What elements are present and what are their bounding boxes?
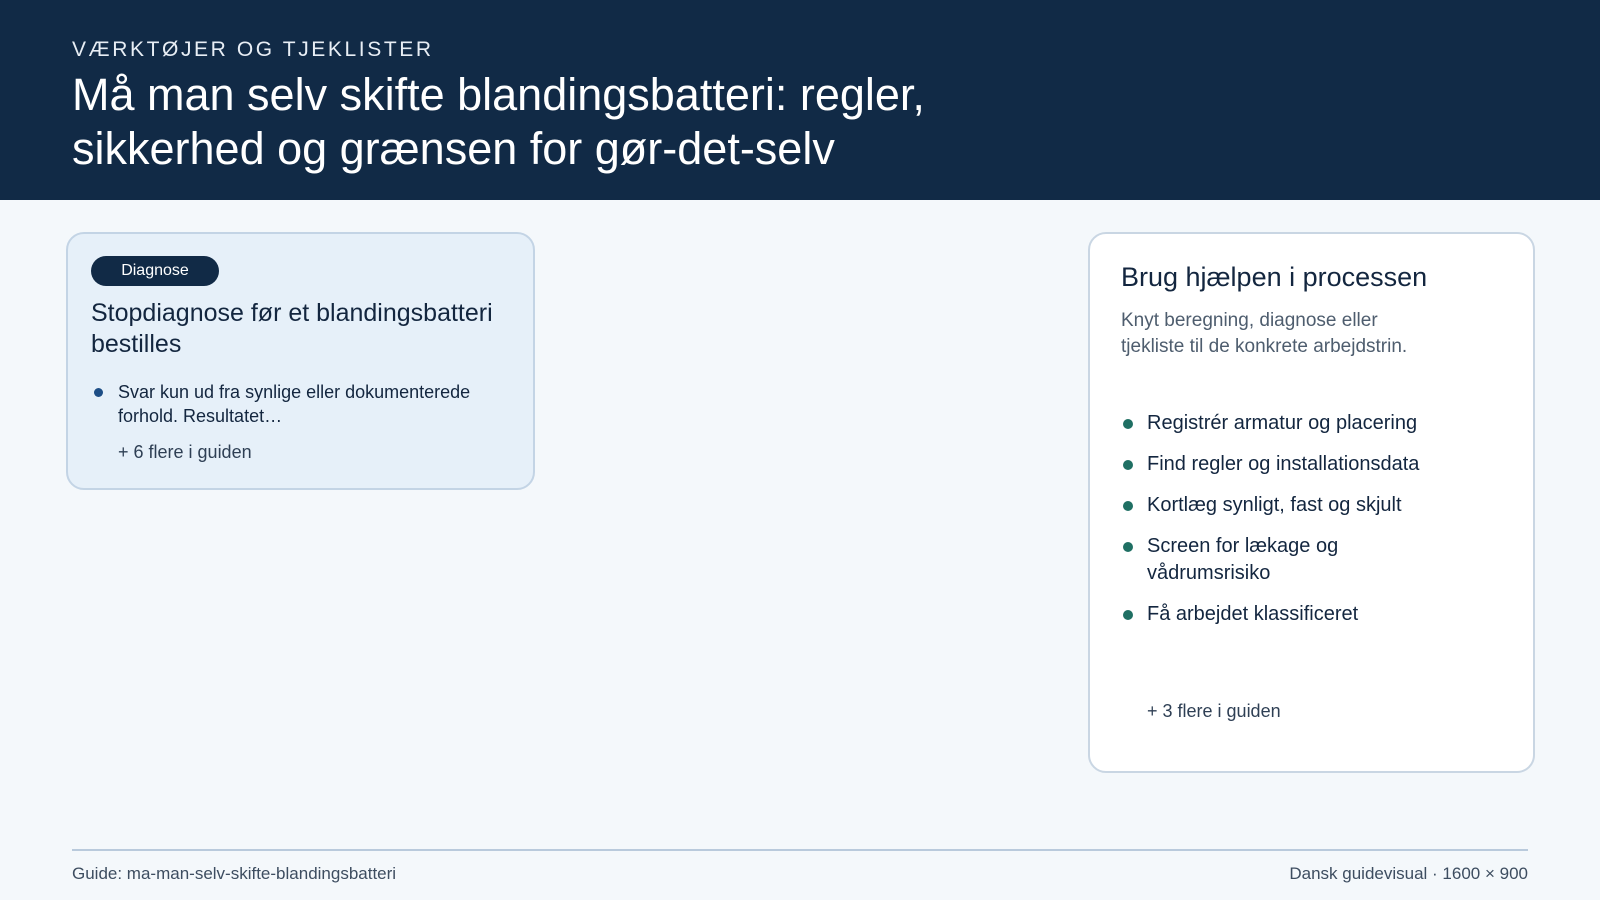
process-more-link[interactable]: + 3 flere i guiden bbox=[1147, 701, 1281, 721]
diagnose-card-title: Stopdiagnose før et blandingsbatteri bestilles bbox=[91, 299, 493, 358]
process-card bbox=[1088, 232, 1535, 773]
process-step-item: Find regler og installationsdata bbox=[1121, 451, 1447, 478]
process-step-item: Kortlæg synligt, fast og skjult bbox=[1121, 492, 1447, 519]
diagnose-more-link[interactable]: + 6 flere i guiden bbox=[118, 442, 252, 462]
page-header bbox=[0, 0, 1600, 200]
diagnose-bullet: Svar kun ud fra synlige eller dokumenterede forhold. Resultatet… bbox=[94, 380, 498, 428]
process-step-item: Få arbejdet klassificeret bbox=[1121, 601, 1477, 628]
diagnose-card[interactable] bbox=[66, 232, 535, 490]
page-title: Må man selv skifte blandingsbatteri: regler, sikkerhed og grænsen for gør-det-selv bbox=[72, 69, 925, 174]
footer-guide-slug: Guide: ma-man-selv-skifte-blandingsbatteri bbox=[72, 864, 397, 883]
process-step-item: Screen for lækage og vådrumsrisiko bbox=[1121, 533, 1447, 587]
diagnose-badge: Diagnose bbox=[91, 256, 219, 286]
process-step-list bbox=[1121, 410, 1501, 642]
process-card-subtitle: Knyt beregning, diagnose eller tjekliste til de konkrete arbejdstrin. bbox=[1121, 310, 1408, 357]
footer-visual-info: Dansk guidevisual · 1600 × 900 bbox=[1289, 864, 1528, 883]
process-card-title: Brug hjælpen i processen bbox=[1121, 262, 1428, 292]
footer-divider bbox=[72, 849, 1528, 851]
section-eyebrow: VÆRKTØJER OG TJEKLISTER bbox=[72, 38, 434, 61]
process-step-item: Registrér armatur og placering bbox=[1121, 410, 1477, 437]
